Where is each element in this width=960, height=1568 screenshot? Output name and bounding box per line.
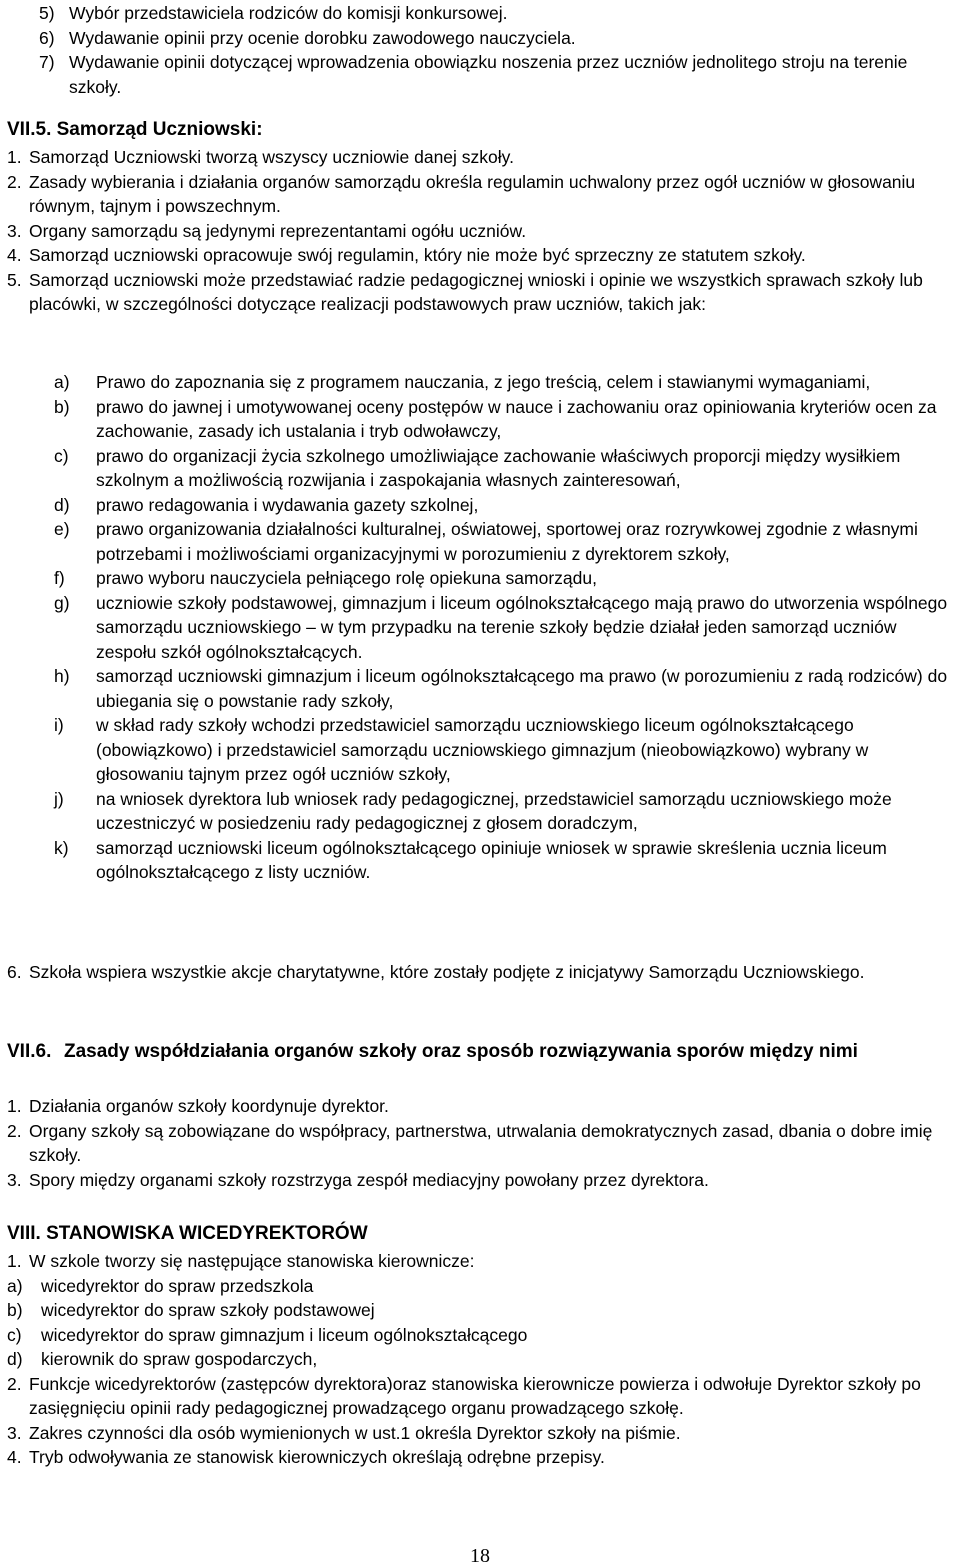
rights-list [54, 370, 954, 885]
item-text: Organy samorządu są jedynymi reprezentantami ogółu uczniów. [29, 220, 527, 241]
list-item [7, 1347, 954, 1372]
item-text: Tryb odwoływania ze stanowisk kierowniczych określają odrębne przepisy. [29, 1447, 605, 1467]
item-label: c) [54, 445, 69, 466]
item-number: 2. [7, 1373, 22, 1394]
item-number: 6. [7, 962, 22, 982]
list-item [7, 1168, 954, 1193]
item-text: Funkcje wicedyrektorów (zastępców dyrektora)oraz stanowiska kierownicze powierza i odwołuje Dyrektor szkoły po zasięgnięciu opinii rady pedagogicznej prowadzącego organu prowadzącego szkołę. [29, 1373, 921, 1418]
list-item [7, 145, 954, 170]
list-item [7, 268, 954, 317]
item-text: Zakres czynności dla osób wymienionych w ust.1 określa Dyrektor szkoły na piśmie. [29, 1422, 681, 1443]
item-label: f) [54, 568, 65, 588]
list-item [7, 1094, 954, 1119]
item-text: samorząd uczniowski gimnazjum i liceum ogólnokształcącego ma prawo (w porozumieniu z radą rodziców) do ubiegania się o powstanie rady szkoły, [96, 666, 948, 711]
list-item [7, 1119, 954, 1168]
list-item [39, 50, 954, 99]
list-item [7, 243, 954, 268]
item-text: prawo do organizacji życia szkolnego umożliwiające zachowanie właściwych proporcji między wysiłkiem szkolnym a możliwością rozwijania i zaspokajania własnych zainteresowań, [96, 445, 901, 490]
heading-text: Zasady współdziałania organów szkoły oraz sposób rozwiązywania sporów między nimi [64, 1041, 858, 1062]
list-item [7, 1298, 954, 1323]
page-number: 18 [470, 1545, 490, 1567]
item-text: Samorząd uczniowski opracowuje swój regulamin, który nie może być sprzeczny ze statutem szkoły. [29, 245, 806, 265]
item-text: Wydawanie opinii dotyczącej wprowadzenia obowiązku noszenia przez uczniów jednolitego stroju na terenie szkoły. [69, 52, 908, 97]
list-item [7, 1421, 954, 1446]
item-number: 1. [7, 1251, 22, 1271]
item-number: 2. [7, 1120, 22, 1141]
section-vii5-list [7, 145, 954, 317]
list-item [54, 713, 954, 787]
item-text: Organy szkoły są zobowiązane do współpracy, partnerstwa, utrwalania demokratycznych zasad, dbania o dobre imię szkoły. [29, 1120, 933, 1165]
list-item [54, 444, 954, 493]
item-label: d) [7, 1349, 23, 1369]
list-item [54, 566, 954, 591]
item-text: samorząd uczniowski liceum ogólnokształcącego opiniuje wniosek w sprawie skreślenia ucznia liceum ogólnokształcącego z listy uczniów. [96, 837, 887, 882]
list-item [54, 836, 954, 885]
item-number: 1. [7, 147, 22, 167]
item-label: i) [54, 715, 64, 735]
item-text: Szkoła wspiera wszystkie akcje charytatywne, które zostały podjęte z inicjatywy Samorządu Uczniowskiego. [29, 962, 865, 982]
item-text: Samorząd uczniowski może przedstawiać radzie pedagogicznej wnioski i opinie we wszystkich sprawach szkoły lub placówki, w szczególności dotyczące realizacji podstawowych praw uczniów, takich jak: [29, 269, 923, 314]
item-number: 5) [39, 3, 55, 23]
item-text: kierownik do spraw gospodarczych, [41, 1349, 318, 1369]
item-text: prawo organizowania działalności kulturalnej, oświatowej, sportowej oraz rozrywkowej zgodnie z własnymi potrzebami i możliwościami organizacyjnymi w porozumieniu z dyrektorem szkoły, [96, 519, 918, 564]
item-number: 4. [7, 1447, 22, 1467]
item-label: g) [54, 592, 70, 613]
intro-list [39, 1, 954, 99]
item-number: 1. [7, 1096, 22, 1116]
section-viii-list [7, 1249, 954, 1470]
section-vii6-list [7, 1094, 954, 1192]
item-label: h) [54, 666, 70, 686]
item-label: d) [54, 494, 70, 515]
item-text: Spory między organami szkoły rozstrzyga zespół mediacyjny powołany przez dyrektora. [29, 1169, 709, 1190]
list-item [39, 26, 954, 51]
item-number: 6) [39, 27, 55, 48]
item-text: Działania organów szkoły koordynuje dyrektor. [29, 1096, 389, 1116]
item-text: W szkole tworzy się następujące stanowiska kierownicze: [29, 1251, 475, 1271]
item-label: c) [7, 1324, 22, 1345]
list-item [7, 1445, 954, 1470]
item-label: b) [54, 396, 70, 417]
item-text: wicedyrektor do spraw przedszkola [41, 1275, 314, 1296]
item-label: a) [54, 372, 70, 392]
list-item [54, 664, 954, 713]
list-item [39, 1, 954, 26]
item-number: 3. [7, 1169, 22, 1190]
item-number: 3. [7, 1422, 22, 1443]
item-label: a) [7, 1275, 23, 1296]
item-number: 3. [7, 220, 22, 241]
section-heading-vii6 [7, 1040, 954, 1065]
list-item [54, 787, 954, 836]
heading-number: VII.6. [7, 1041, 52, 1062]
item-text: Zasady wybierania i działania organów samorządu określa regulamin uchwalony przez ogół uczniów w głosowaniu równym, tajnym i powszechnym. [29, 171, 916, 216]
list-item [7, 1372, 954, 1421]
list-item [54, 493, 954, 518]
item-text: prawo do jawnej i umotywowanej oceny postępów w nauce i zachowaniu oraz opiniowania kryteriów ocen za zachowanie, zasady ich ustalania i tryb odwoławczy, [96, 396, 937, 441]
item-text: prawo wyboru nauczyciela pełniącego rolę opiekuna samorządu, [96, 568, 597, 588]
item-number: 2. [7, 171, 22, 192]
item-text: wicedyrektor do spraw szkoły podstawowej [41, 1300, 375, 1320]
item-number: 5. [7, 269, 22, 290]
list-item [54, 370, 954, 395]
item-label: b) [7, 1300, 23, 1320]
item-number: 4. [7, 245, 22, 265]
item-number: 7) [39, 52, 55, 72]
item-text: Wybór przedstawiciela rodziców do komisji konkursowej. [69, 3, 508, 23]
item-text: wicedyrektor do spraw gimnazjum i liceum ogólnokształcącego [41, 1324, 528, 1345]
item-label: j) [54, 788, 64, 809]
item-text: w skład rady szkoły wchodzi przedstawiciel samorządu uczniowskiego liceum ogólnokształcącego (obowiązkowo) i przedstawiciel samorządu uczniowskiego gimnazjum (nieobowiązkowo) wybrany w głosowaniu tajnym przez ogół uczniów szkoły, [96, 715, 869, 784]
item-text: uczniowie szkoły podstawowej, gimnazjum i liceum ogólnokształcącego mają prawo do utworzenia wspólnego samorządu uczniowskiego – w tym przypadku na terenie szkoły będzie działał jeden samorząd uczniów zespołu szkół ogólnokształcących. [96, 592, 948, 662]
item-label: e) [54, 519, 70, 539]
list-item [54, 517, 954, 566]
list-item [54, 395, 954, 444]
section-heading-vii5: VII.5. Samorząd Uczniowski: [7, 119, 263, 140]
section-vii5-item-6 [7, 960, 954, 985]
section-heading-viii: VIII. STANOWISKA WICEDYREKTORÓW [7, 1223, 368, 1244]
item-text: Samorząd Uczniowski tworzą wszyscy uczniowie danej szkoły. [29, 147, 514, 167]
list-item [7, 1249, 954, 1274]
item-text: prawo redagowania i wydawania gazety szkolnej, [96, 494, 479, 515]
list-item [7, 1274, 954, 1299]
list-item [7, 1323, 954, 1348]
list-item [7, 170, 954, 219]
list-item [54, 591, 954, 665]
item-label: k) [54, 837, 69, 858]
item-text: na wniosek dyrektora lub wniosek rady pedagogicznej, przedstawiciel samorządu uczniowskiego może uczestniczyć w posiedzeniu rady pedagogicznej z głosem doradczym, [96, 788, 892, 833]
list-item [7, 960, 954, 985]
item-text: Prawo do zapoznania się z programem nauczania, z jego treścią, celem i stawianymi wymaganiami, [96, 372, 871, 392]
list-item [7, 219, 954, 244]
item-text: Wydawanie opinii przy ocenie dorobku zawodowego nauczyciela. [69, 27, 576, 48]
